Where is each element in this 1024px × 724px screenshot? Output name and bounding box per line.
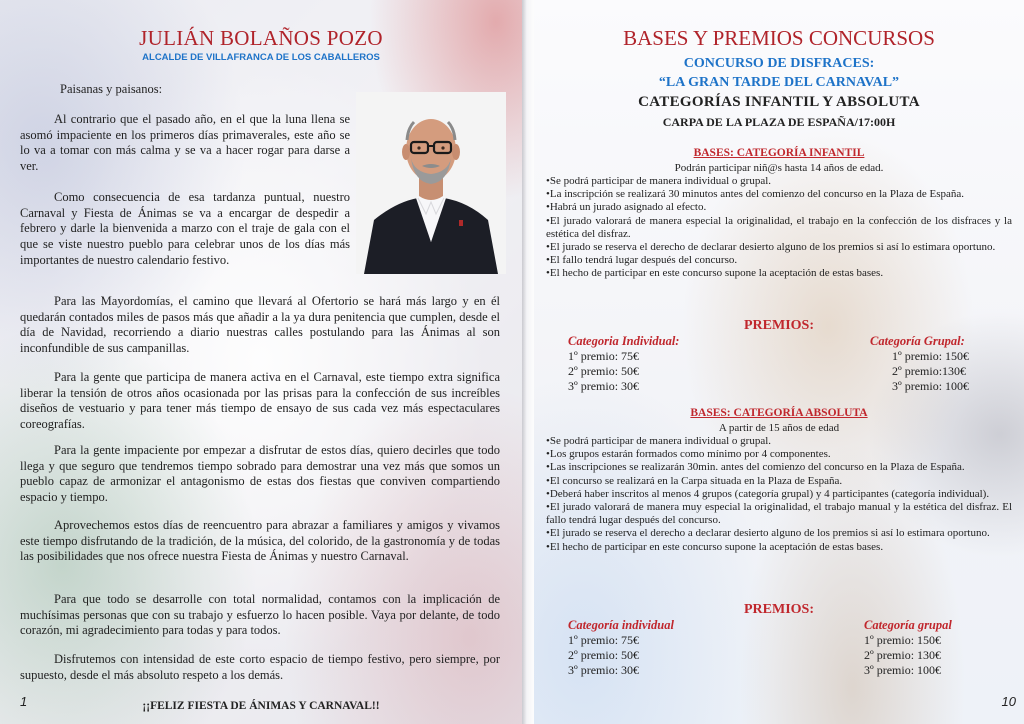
event-name: “LA GRAN TARDE DEL CARNAVAL” [658,75,900,90]
closing-greeting: ¡¡FELIZ FIESTA DE ÁNIMAS Y CARNAVAL!! [142,700,380,712]
mayor-portrait [356,92,506,274]
prize-row: 3º premio: 100€ [892,379,970,394]
prize-category-label: Categoría individual [568,618,674,632]
list-item: • Se podrá participar de manera individual o grupal. [546,175,1012,188]
prize-row: 1º premio: 75€ [568,349,640,363]
list-item: • El jurado valorará de manera especial la originalidad, el trabajo en la confección de los disfraces y la estética del disfraz. [546,215,1012,241]
prize-row: 2º premio: 50€ [568,364,640,379]
contest-name: CONCURSO DE DISFRACES: [683,56,875,71]
absoluta-individual-prizes [568,618,674,679]
infantil-prizes-heading: PREMIOS: [744,318,814,333]
list-item: • El jurado se reserva el derecho a declarar desierto alguno de los premios si así lo estimara oportuno. [546,527,1012,540]
prize-row: 2º premio: 50€ [568,648,640,663]
list-item: • El hecho de participar en este concurso supone la aceptación de estas bases. [546,267,1012,280]
paragraph-8: Disfrutemos con intensidad de este corto espacio de tiempo festivo, pero siempre, por supuesto, desde el más absoluto respeto a los demás. [20,652,500,682]
absoluta-group-prizes [864,618,952,679]
prize-row: 3º premio: 100€ [864,663,942,678]
paragraph-1: Al contrario que el pasado año, en el que la luna llena se asomó impaciente en los primeros días primaverales, este año se lo va a tomar con más calma y se va a hacer rogar para darse a ver. [20,112,350,174]
prize-row: 3º premio: 30€ [568,663,640,678]
page-number-left: 1 [20,694,28,709]
right-page [534,0,1024,724]
list-item: • El hecho de participar en este concurso supone la aceptación de estas bases. [546,541,1012,554]
contest-page-title: BASES Y PREMIOS CONCURSOS [623,26,935,50]
categories-line: CATEGORÍAS INFANTIL Y ABSOLUTA [638,94,920,110]
absoluta-heading: BASES: CATEGORÍA ABSOLUTA [690,407,868,419]
paragraph-6: Aprovechemos estos días de reencuentro para abrazar a familiares y amigos y vivamos este tiempo disfrutando de la tradición, de la música, del colorido, de la gastronomía y de todas las posibilidades que nos ofrece nuestra Fiesta de Ánimas y nuestro Carnaval. [20,518,500,564]
list-item: • El jurado valorará de manera muy especial la originalidad, el trabajo manual y la estética del disfraz. El fallo tendrá lugar después del concurso. [546,501,1012,527]
paragraph-4: Para la gente que participa de manera activa en el Carnaval, este tiempo extra significa liberar la tensión de otros años ocasionada por las prisas para la confección de sus increíbles diseños de vestuario y para tener más tiempo de ensayo de sus cada vez más espectaculares coreografías. [20,370,500,432]
absoluta-rules [546,435,1012,554]
prize-category-label: Categoría Grupal: [870,334,965,348]
prize-category-label: Categoría grupal [864,618,952,632]
prize-row: 1º premio: 150€ [892,349,970,363]
prize-row: 2º premio:130€ [892,364,967,379]
author-name: JULIÁN BOLAÑOS POZO [139,26,383,50]
absoluta-age: A partir de 15 años de edad [718,422,840,434]
list-item: • Habrá un jurado asignado al efecto. [546,201,1012,214]
list-item: • Las inscripciones se realizarán 30min. antes del comienzo del concurso en la Plaza de España. [546,461,1012,474]
prize-row: 1º premio: 150€ [864,633,942,647]
venue-time: CARPA DE LA PLAZA DE ESPAÑA/17:00H [662,115,896,129]
paragraph-5: Para la gente impaciente por empezar a disfrutar de estos días, quiero decirles que todo llega y que seguro que tendremos tiempo sobrado para demostrar una vez más que somos un pueblo capaz de armonizar el antagonismo de estas dos fiestas que conviven compartiendo espacio y tiempo. [20,443,500,505]
prize-row: 1º premio: 75€ [568,633,640,647]
absoluta-prizes-heading: PREMIOS: [744,602,814,617]
infantil-age: Podrán participar niñ@s hasta 14 años de edad. [674,162,884,174]
author-role: ALCALDE DE VILLAFRANCA DE LOS CABALLEROS [142,52,380,63]
paragraph-7: Para que todo se desarrolle con total normalidad, contamos con la implicación de muchísimas personas que con su trabajo y esfuerzo lo hacen posible. Vaya por delante, de todo corazón, mi agradecimiento para todas y para todos. [20,592,500,638]
prize-row: 3º premio: 30€ [568,379,640,394]
paragraph-2: Como consecuencia de esa tardanza puntual, nuestro Carnaval y Fiesta de Ánimas se va a encargar de despedir a febrero y darle la bienvenida a marzo con el traje de gala con el que se viste nuestro pueblo para celebrar unos de los días más importantes de nuestro calendario festivo. [20,190,350,267]
list-item: • Deberá haber inscritos al menos 4 grupos (categoría grupal) y 4 participantes (categoría individual). [546,488,1012,501]
infantil-rules [546,175,1012,281]
list-item: • La inscripción se realizará 30 minutos antes del comienzo del concurso en la Plaza de España. [546,188,1012,201]
paragraph-3: Para las Mayordomías, el camino que llevará al Ofertorio se hará más largo y en él quedarán contados miles de pasos más que añadir a la ya dura penitencia que cumplen, desde el día de Navidad, recorriendo a diario nuestras calles postulando para las Ánimas al son inconfundible de sus campanillas. [20,294,500,356]
page-gutter [522,0,534,724]
infantil-heading: BASES: CATEGORÍA INFANTIL [693,147,865,159]
prize-row: 2º premio: 130€ [864,648,942,663]
infantil-group-prizes [870,334,969,395]
list-item: • El concurso se realizará en la Carpa situada en la Plaza de España. [546,475,1012,488]
page-number-right: 10 [1001,694,1016,709]
list-item: • El fallo tendrá lugar después del concurso. [546,254,1012,267]
list-item: • Los grupos estarán formados como mínimo por 4 componentes. [546,448,1012,461]
infantil-individual-prizes [568,334,679,395]
prize-category-label: Categoria Individual: [568,334,680,348]
list-item: • El jurado se reserva el derecho de declarar desierto alguno de los premios si así lo estimara oportuno. [546,241,1012,254]
list-item: • Se podrá participar de manera individual o grupal. [546,435,1012,448]
greeting: Paisanas y paisanos: [60,82,163,96]
